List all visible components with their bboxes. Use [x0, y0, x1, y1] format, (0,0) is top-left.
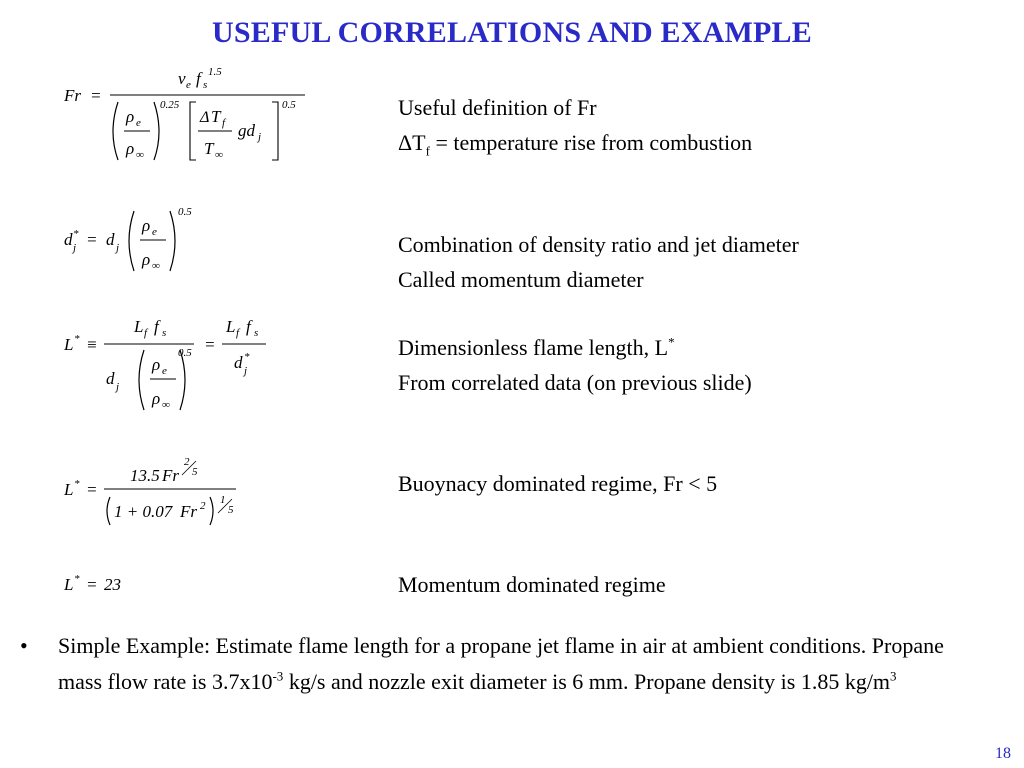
svg-text:=: =: [86, 230, 98, 249]
svg-text:∞: ∞: [215, 149, 223, 161]
svg-text:j: j: [244, 365, 248, 377]
svg-text:ρ: ρ: [152, 389, 161, 408]
svg-text:*: *: [74, 478, 80, 490]
exponent-1: -3: [272, 668, 284, 684]
svg-text:*: *: [244, 351, 250, 363]
svg-text:23: 23: [104, 575, 121, 594]
svg-text:T: T: [204, 139, 214, 158]
froude-number-equation: [60, 62, 320, 172]
momentum-diameter-equation: [60, 205, 220, 280]
svg-text:ρ: ρ: [142, 216, 151, 235]
svg-text:d: d: [106, 369, 115, 388]
svg-text:5: 5: [192, 466, 198, 478]
svg-text:=: =: [204, 335, 216, 354]
svg-text:2: 2: [200, 500, 206, 512]
svg-text:=: =: [86, 480, 98, 499]
svg-text:ρ: ρ: [152, 355, 161, 374]
svg-text:L: L: [64, 480, 74, 499]
froude-description: [398, 90, 752, 160]
flame-length-description-line2: From correlated data (on previous slide): [398, 370, 752, 395]
svg-text:*: *: [74, 333, 80, 345]
svg-text:≡: ≡: [86, 335, 98, 354]
svg-text:f: f: [236, 327, 240, 339]
svg-text:=: =: [86, 575, 98, 594]
svg-text:Fr: Fr: [162, 466, 179, 485]
svg-text:0.25: 0.25: [160, 99, 180, 111]
svg-text:5: 5: [228, 504, 234, 516]
momentum-diameter-description-line1: Combination of density ratio and jet diameter: [398, 232, 799, 257]
momentum-diameter-description: [398, 227, 799, 297]
page-number: 18: [995, 745, 1011, 762]
svg-text:s: s: [254, 327, 259, 339]
svg-text:f: f: [196, 69, 201, 88]
froude-description-line1: Useful definition of Fr: [398, 95, 597, 120]
svg-text:∞: ∞: [152, 260, 160, 272]
buoyancy-regime-equation: [60, 455, 250, 530]
svg-text:e: e: [186, 79, 191, 91]
svg-text:Δ: Δ: [200, 109, 210, 126]
svg-text:ρ: ρ: [126, 107, 135, 126]
momentum-regime-equation: [60, 568, 150, 598]
svg-text:*: *: [73, 228, 79, 240]
svg-text:Fr: Fr: [180, 502, 197, 521]
svg-text:gd: gd: [238, 121, 255, 140]
svg-text:e: e: [162, 365, 167, 377]
svg-text:0.5: 0.5: [178, 347, 192, 359]
svg-text:*: *: [74, 573, 80, 585]
froude-description-line2: $\Delta T_f$ = temperature rise from combustion: [398, 130, 753, 159]
svg-text:d: d: [234, 353, 243, 372]
svg-text:s: s: [162, 327, 167, 339]
svg-text:f: f: [154, 317, 159, 336]
svg-text:L: L: [64, 575, 74, 594]
svg-text:d: d: [106, 230, 115, 249]
slide-title: USEFUL CORRELATIONS AND EXAMPLE: [212, 16, 812, 49]
svg-text:T: T: [211, 107, 221, 126]
temperature-rise-text: = temperature rise from combustion: [435, 130, 753, 155]
svg-text:f: f: [144, 327, 148, 339]
svg-text:j: j: [116, 381, 120, 393]
exponent-2: 3: [890, 668, 897, 684]
svg-text:=: =: [90, 86, 102, 105]
svg-text:1 + 0.07: 1 + 0.07: [114, 502, 173, 521]
svg-text:∞: ∞: [162, 399, 170, 411]
bullet-point-icon: •: [20, 633, 28, 658]
example-text: [58, 628, 990, 700]
svg-text:ρ: ρ: [142, 250, 151, 269]
svg-text:j: j: [258, 131, 262, 143]
svg-text:L: L: [226, 317, 236, 336]
svg-text:L: L: [134, 317, 144, 336]
svg-text:2: 2: [184, 456, 190, 468]
svg-text:0.5: 0.5: [282, 99, 296, 111]
buoyancy-regime-description: [398, 466, 717, 501]
flame-length-description: [398, 330, 752, 400]
buoyancy-regime-line: Buoynacy dominated regime, Fr < 5: [398, 471, 718, 496]
svg-text:d: d: [64, 230, 73, 249]
dimensionless-flame-length-equation: [60, 312, 280, 417]
momentum-regime-line: Momentum dominated regime: [398, 572, 666, 597]
svg-text:j: j: [116, 242, 120, 254]
example-text-part1: Simple Example: Estimate flame length for a propane jet flame in air at ambient conditions. Propane mass flow rate is 3.7x10: [58, 633, 944, 694]
flame-length-label: Dimensionless flame length, L: [398, 335, 669, 360]
svg-text:e: e: [152, 226, 157, 238]
momentum-regime-description: [398, 567, 666, 602]
svg-text:Fr: Fr: [64, 86, 81, 105]
svg-text:1: 1: [220, 494, 226, 506]
svg-text:f: f: [222, 117, 226, 129]
svg-text:1.5: 1.5: [208, 66, 222, 78]
svg-text:f: f: [246, 317, 251, 336]
example-bullet: [20, 628, 990, 700]
svg-text:e: e: [136, 117, 141, 129]
svg-text:13.5: 13.5: [130, 466, 160, 485]
momentum-diameter-description-line2: Called momentum diameter: [398, 267, 644, 292]
flame-length-description-line1: Dimensionless flame length, L*: [398, 334, 675, 360]
svg-text:L: L: [64, 335, 74, 354]
svg-text:v: v: [178, 69, 186, 88]
svg-text:∞: ∞: [136, 149, 144, 161]
svg-text:s: s: [203, 79, 208, 91]
example-text-part2: kg/s and nozzle exit diameter is 6 mm. Propane density is 1.85 kg/m: [283, 669, 891, 694]
svg-text:0.5: 0.5: [178, 206, 192, 218]
svg-text:ρ: ρ: [126, 139, 135, 158]
svg-text:j: j: [73, 242, 77, 254]
